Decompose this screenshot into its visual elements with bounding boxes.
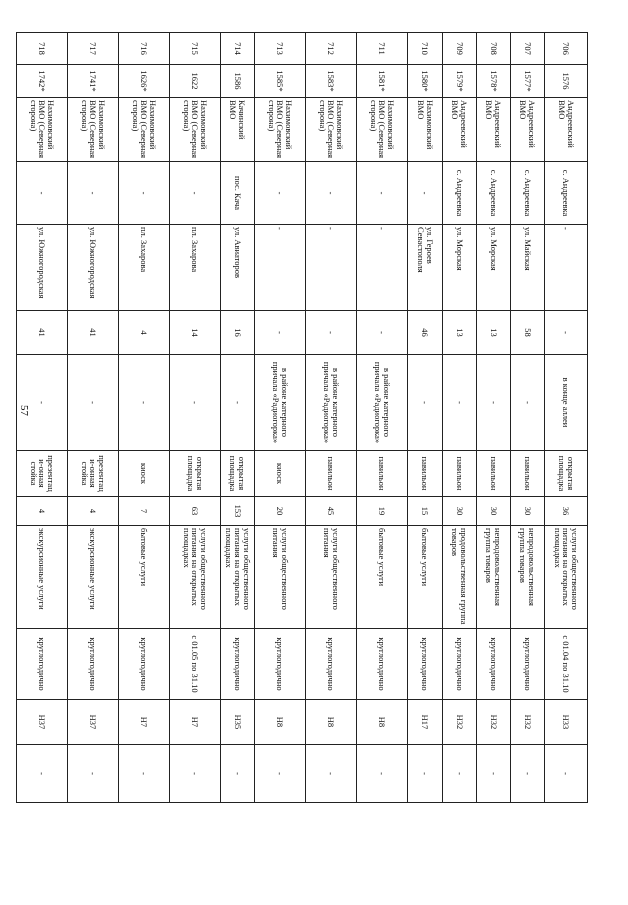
cell-house: 41 — [17, 311, 68, 355]
cell-object: павильон — [477, 451, 511, 497]
cell-district: Нахимовский ВМО (Северная сторона) — [306, 98, 357, 162]
cell-street: ул. Южногородская — [68, 225, 119, 311]
cell-code: 1577* — [511, 65, 545, 98]
cell-n: 716 — [119, 33, 170, 65]
cell-object: павильон — [357, 451, 408, 497]
cell-extra: - — [68, 745, 119, 803]
cell-purpose: продовольственная группа товаров — [443, 526, 477, 629]
cell-extra: - — [477, 745, 511, 803]
cell-scheme: Н32 — [477, 700, 511, 745]
cell-purpose: бытовые услуги — [357, 526, 408, 629]
cell-area: 7 — [119, 497, 170, 526]
cell-period: круглогодично — [306, 629, 357, 700]
cell-extra: - — [357, 745, 408, 803]
cell-street: ул. Авиаторов — [221, 225, 255, 311]
cell-locality: с. Андреевка — [443, 162, 477, 225]
cell-locality: - — [306, 162, 357, 225]
cell-locality: - — [357, 162, 408, 225]
cell-period: круглогодично — [443, 629, 477, 700]
cell-locality: с. Андреевка — [477, 162, 511, 225]
cell-landmark: - — [119, 355, 170, 451]
cell-area: 30 — [511, 497, 545, 526]
kiosk-placement-table — [16, 32, 588, 803]
cell-object: презентаци-онная стойка — [68, 451, 119, 497]
cell-area: 63 — [170, 497, 221, 526]
cell-locality: - — [408, 162, 443, 225]
cell-scheme: Н17 — [408, 700, 443, 745]
cell-purpose: бытовые услуги — [119, 526, 170, 629]
cell-n: 712 — [306, 33, 357, 65]
cell-street: ул. Морская — [443, 225, 477, 311]
cell-house: 58 — [511, 311, 545, 355]
cell-extra: - — [17, 745, 68, 803]
rotated-table-area — [28, 32, 588, 802]
cell-landmark: в районе катерного причала «Радиогорка» — [255, 355, 306, 451]
cell-street: - — [545, 225, 588, 311]
cell-locality: - — [68, 162, 119, 225]
cell-landmark: - — [443, 355, 477, 451]
cell-purpose: услуги общественного питания — [306, 526, 357, 629]
table-row — [443, 33, 477, 803]
cell-area: 153 — [221, 497, 255, 526]
cell-area: 45 — [306, 497, 357, 526]
cell-district: Андреевский ВМО — [545, 98, 588, 162]
table-row — [477, 33, 511, 803]
cell-object: открытая площадка — [545, 451, 588, 497]
cell-area: 19 — [357, 497, 408, 526]
cell-n: 709 — [443, 33, 477, 65]
cell-house: 14 — [170, 311, 221, 355]
cell-area: 4 — [17, 497, 68, 526]
cell-object: павильон — [511, 451, 545, 497]
cell-code: 1586 — [221, 65, 255, 98]
cell-code: 1580* — [408, 65, 443, 98]
cell-extra: - — [170, 745, 221, 803]
cell-locality: - — [170, 162, 221, 225]
cell-house: 13 — [443, 311, 477, 355]
cell-purpose: услуги общественного питания — [255, 526, 306, 629]
cell-extra: - — [221, 745, 255, 803]
cell-n: 708 — [477, 33, 511, 65]
cell-code: 1741* — [68, 65, 119, 98]
cell-extra: - — [443, 745, 477, 803]
cell-scheme: Н33 — [545, 700, 588, 745]
table-row — [17, 33, 68, 803]
cell-code: 1576 — [545, 65, 588, 98]
cell-object: открытая площадка — [170, 451, 221, 497]
cell-extra: - — [408, 745, 443, 803]
cell-district: Андреевский ВМО — [477, 98, 511, 162]
cell-landmark: - — [408, 355, 443, 451]
cell-object: открытая площадка — [221, 451, 255, 497]
cell-period: круглогодично — [511, 629, 545, 700]
cell-period: круглогодично — [408, 629, 443, 700]
cell-street: - — [357, 225, 408, 311]
table-row — [221, 33, 255, 803]
cell-n: 711 — [357, 33, 408, 65]
table-row — [545, 33, 588, 803]
cell-period: круглогодично — [477, 629, 511, 700]
cell-house: - — [545, 311, 588, 355]
cell-house: - — [306, 311, 357, 355]
cell-code: 1622 — [170, 65, 221, 98]
cell-house: 41 — [68, 311, 119, 355]
cell-district: Нахимовский ВМО (Северная сторона) — [255, 98, 306, 162]
cell-area: 36 — [545, 497, 588, 526]
cell-landmark: в конце аллеи — [545, 355, 588, 451]
cell-purpose: услуги общественного питания на открытых площадках — [545, 526, 588, 629]
cell-scheme: Н7 — [170, 700, 221, 745]
cell-period: круглогодично — [357, 629, 408, 700]
cell-scheme: Н37 — [17, 700, 68, 745]
table-row — [68, 33, 119, 803]
cell-object: киоск — [119, 451, 170, 497]
cell-area: 4 — [68, 497, 119, 526]
cell-object: презентаци-онная стойка — [17, 451, 68, 497]
cell-scheme: Н35 — [221, 700, 255, 745]
cell-street: ул. Морская — [477, 225, 511, 311]
table-row — [119, 33, 170, 803]
table-row — [511, 33, 545, 803]
cell-landmark: в районе катерного причала «Радиогорка» — [306, 355, 357, 451]
table-row — [255, 33, 306, 803]
cell-landmark: - — [68, 355, 119, 451]
cell-purpose: услуги общественного питания на открытых площадках — [170, 526, 221, 629]
cell-house: - — [357, 311, 408, 355]
cell-purpose: непродовольственная группа товаров — [511, 526, 545, 629]
cell-house: 13 — [477, 311, 511, 355]
cell-n: 717 — [68, 33, 119, 65]
cell-area: 15 — [408, 497, 443, 526]
cell-purpose: непродовольственная группа товаров — [477, 526, 511, 629]
cell-scheme: Н8 — [357, 700, 408, 745]
cell-scheme: Н32 — [443, 700, 477, 745]
table-row — [306, 33, 357, 803]
cell-purpose: экскурсионные услуги — [68, 526, 119, 629]
cell-code: 1742* — [17, 65, 68, 98]
cell-street: ул. Майская — [511, 225, 545, 311]
cell-locality: - — [119, 162, 170, 225]
cell-purpose: экскурсионные услуги — [17, 526, 68, 629]
cell-scheme: Н32 — [511, 700, 545, 745]
cell-object: павильон — [443, 451, 477, 497]
cell-n: 715 — [170, 33, 221, 65]
cell-locality: пос. Кача — [221, 162, 255, 225]
cell-purpose: услуги общественного питания на открытых площадках — [221, 526, 255, 629]
cell-district: Нахимовский ВМО (Северная сторона) — [357, 98, 408, 162]
cell-landmark: - — [170, 355, 221, 451]
cell-street: пл. Захарова — [170, 225, 221, 311]
cell-period: с 01.04 по 31.10 — [545, 629, 588, 700]
cell-scheme: Н8 — [306, 700, 357, 745]
cell-house: 46 — [408, 311, 443, 355]
cell-period: круглогодично — [17, 629, 68, 700]
cell-locality: с. Андреевка — [511, 162, 545, 225]
cell-code: 1585* — [255, 65, 306, 98]
cell-period: круглогодично — [68, 629, 119, 700]
cell-locality: с. Андреевка — [545, 162, 588, 225]
cell-code: 1579* — [443, 65, 477, 98]
cell-area: 30 — [443, 497, 477, 526]
cell-scheme: Н8 — [255, 700, 306, 745]
cell-extra: - — [255, 745, 306, 803]
cell-street: ул. Героев Севастополя — [408, 225, 443, 311]
cell-n: 706 — [545, 33, 588, 65]
cell-landmark: - — [511, 355, 545, 451]
cell-n: 718 — [17, 33, 68, 65]
cell-n: 713 — [255, 33, 306, 65]
cell-code: 1626* — [119, 65, 170, 98]
cell-extra: - — [511, 745, 545, 803]
cell-street: - — [255, 225, 306, 311]
cell-landmark: - — [17, 355, 68, 451]
cell-n: 714 — [221, 33, 255, 65]
cell-district: Нахимовский ВМО (Северная сторона) — [119, 98, 170, 162]
cell-district: Нахимовский ВМО (Северная сторона) — [170, 98, 221, 162]
cell-n: 707 — [511, 33, 545, 65]
cell-street: - — [306, 225, 357, 311]
cell-street: ул. Южногородская — [17, 225, 68, 311]
cell-district: Андреевский ВМО — [511, 98, 545, 162]
cell-period: с 01.05 по 31.10 — [170, 629, 221, 700]
cell-landmark: в районе катерного причала «Радиогорка» — [357, 355, 408, 451]
table-row — [170, 33, 221, 803]
cell-house: - — [255, 311, 306, 355]
table-row — [408, 33, 443, 803]
cell-code: 1578* — [477, 65, 511, 98]
cell-code: 1581* — [357, 65, 408, 98]
cell-area: 30 — [477, 497, 511, 526]
cell-code: 1583* — [306, 65, 357, 98]
cell-period: круглогодично — [255, 629, 306, 700]
cell-area: 20 — [255, 497, 306, 526]
cell-scheme: Н7 — [119, 700, 170, 745]
cell-scheme: Н37 — [68, 700, 119, 745]
cell-n: 710 — [408, 33, 443, 65]
cell-locality: - — [255, 162, 306, 225]
cell-purpose: бытовые услуги — [408, 526, 443, 629]
cell-district: Нахимовский ВМО (Северная сторона) — [17, 98, 68, 162]
cell-object: павильон — [306, 451, 357, 497]
cell-street: пл. Захарова — [119, 225, 170, 311]
cell-district: Нахимовский ВМО — [408, 98, 443, 162]
cell-house: 4 — [119, 311, 170, 355]
cell-extra: - — [545, 745, 588, 803]
cell-district: Андреевский ВМО — [443, 98, 477, 162]
cell-extra: - — [119, 745, 170, 803]
cell-locality: - — [17, 162, 68, 225]
table-wrapper — [28, 32, 588, 802]
table-row — [357, 33, 408, 803]
cell-period: круглогодично — [119, 629, 170, 700]
cell-object: киоск — [255, 451, 306, 497]
page-number: 57 — [18, 405, 30, 416]
cell-house: 16 — [221, 311, 255, 355]
cell-landmark: - — [221, 355, 255, 451]
cell-object: павильон — [408, 451, 443, 497]
cell-period: круглогодично — [221, 629, 255, 700]
cell-district: Нахимовский ВМО (Северная сторона) — [68, 98, 119, 162]
cell-extra: - — [306, 745, 357, 803]
cell-district: Качинский ВМО — [221, 98, 255, 162]
cell-landmark: - — [477, 355, 511, 451]
